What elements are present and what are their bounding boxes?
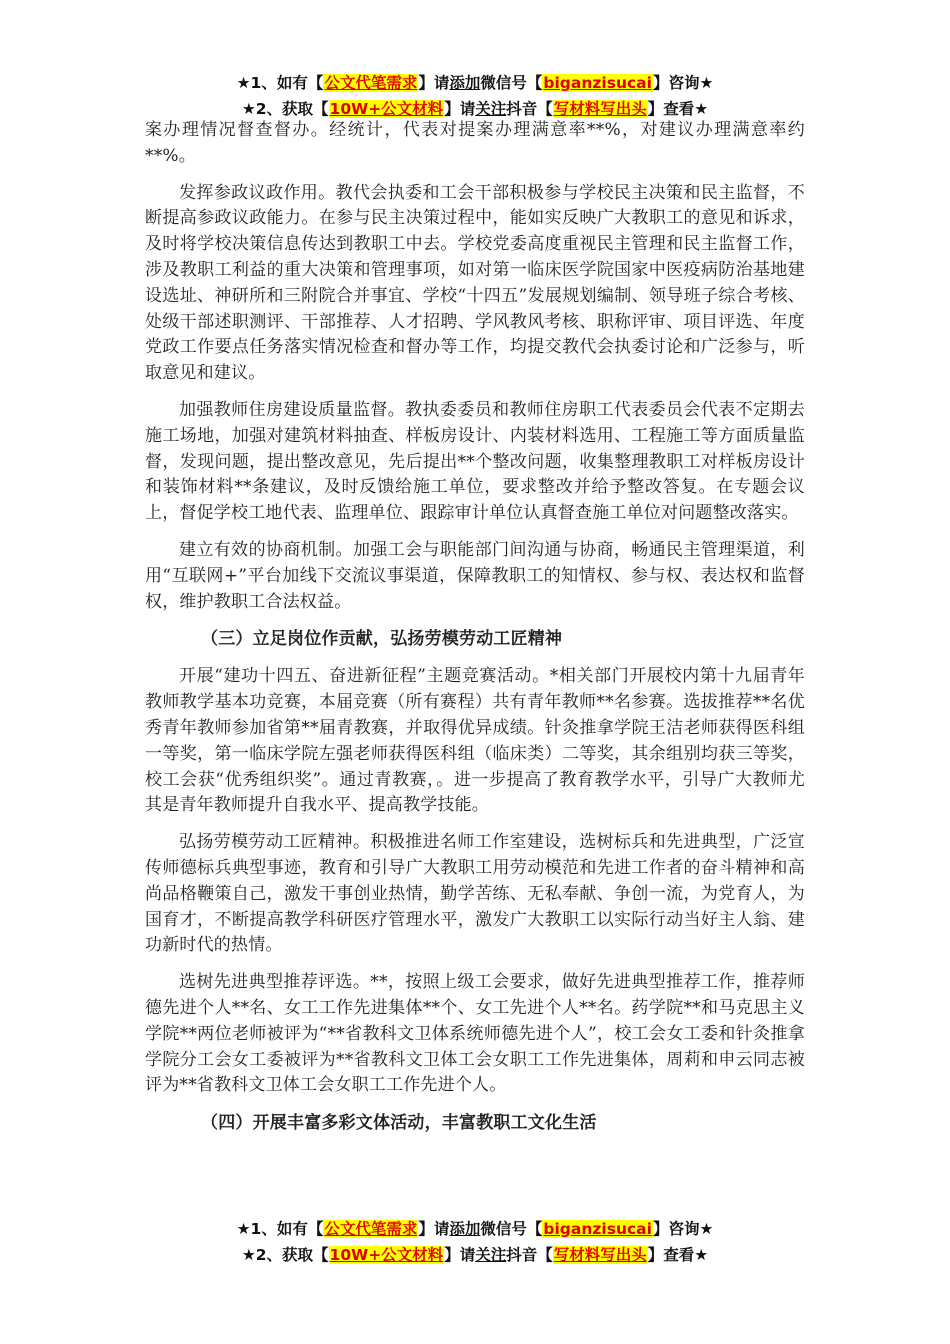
- promo-text: 微信号【: [480, 74, 543, 92]
- promo-text: 】请: [444, 1246, 476, 1264]
- promo-text: ★2、获取【: [241, 1246, 329, 1264]
- promo-text: 抖音【: [506, 100, 553, 118]
- promo-underline: 关注: [475, 1246, 507, 1264]
- promo-text: 微信号【: [480, 1220, 543, 1238]
- promo-line-1: [0, 70, 950, 96]
- paragraph-continued: 案办理情况督查督办。经统计，代表对提案办理满意率**%，对建议办理满意率约**%。: [145, 120, 805, 166]
- paragraph-advanced-selection: 选树先进典型推荐评选。**，按照上级工会要求，做好先进典型推荐工作，推荐师德先进个人**名、女工工作先进集体**个、女工先进个人**名。药学院**和马克思主义学院**两位老师被评为“**省教科文卫体系统师德先进个人”，校工会女工委和针灸推拿学院分工会女工委被评为**省教科文卫体工会女职工工作先进集体，周莉和申云同志被评为**省教科文卫体工会女职工工作先进个人。: [145, 972, 805, 1096]
- document-body: [145, 118, 805, 1148]
- paragraph-housing-supervision: 加强教师住房建设质量监督。教执委委员和教师住房职工代表委员会代表不定期去施工场地，加强对建筑材料抽查、样板房设计、内装材料选用、工程施工等方面质量监督，发现问题，提出整改意见，先后提出**个整改问题，收集整理教职工对样板房设计和装饰材料**条建议，及时反馈给施工单位，要求整改并给予整改答复。在专题会议上，督促学校工地代表、监理单位、跟踪审计单位认真督查施工单位对问题整改落实。: [145, 399, 805, 524]
- promo-text: 】请: [444, 100, 476, 118]
- promo-text: 】查看★: [647, 100, 709, 118]
- promo-text: 】请: [418, 1220, 450, 1238]
- promo-text: 抖音【: [506, 1246, 553, 1264]
- promo-highlight: 公文代笔需求: [324, 74, 418, 92]
- promo-text: 】咨询★: [652, 74, 714, 92]
- promo-text: ★1、如有【: [236, 74, 324, 92]
- promo-highlight: 写材料写出头: [553, 100, 647, 118]
- promo-text: ★2、获取【: [241, 100, 329, 118]
- promo-highlight: 10W+公文材料: [329, 100, 444, 118]
- section-heading-four: （四）开展丰富多彩文体活动，丰富教职工文化生活: [201, 1113, 597, 1134]
- promo-text: 】请: [418, 74, 450, 92]
- promo-banner-bottom: [0, 1216, 950, 1268]
- promo-highlight: 写材料写出头: [553, 1246, 647, 1264]
- promo-highlight: 公文代笔需求: [324, 1220, 418, 1238]
- paragraph-competition: 开展“建功十四五、奋进新征程”主题竞赛活动。*相关部门开展校内第十九届青年教师教学基本功竞赛，本届竞赛（所有赛程）共有青年教师**名参赛。选拔推荐**名优秀青年教师参加省第**届青教赛，并取得优异成绩。针灸推拿学院王洁老师获得医科组一等奖，第一临床学院左强老师获得医科组（临床类）二等奖，其余组别均获三等奖，校工会获“优秀组织奖”。通过青教赛，。进一步提高了教育教学水平，引导广大教师尤其是青年教师提升自我水平、提高教学技能。: [145, 666, 805, 816]
- promo-line-2: [0, 1242, 950, 1268]
- promo-banner-top: [0, 70, 950, 122]
- promo-line-1: [0, 1216, 950, 1242]
- promo-text: ★1、如有【: [236, 1220, 324, 1238]
- promo-underline: 关注: [475, 100, 507, 118]
- promo-underline: 添加: [449, 74, 481, 92]
- paragraph-participation: 发挥参政议政作用。教代会执委和工会干部积极参与学校民主决策和民主监督，不断提高参政议政能力。在参与民主决策过程中，能如实反映广大教职工的意见和诉求，及时将学校决策信息传达到教职工中去。学校党委高度重视民主管理和民主监督工作，涉及教职工利益的重大决策和管理事项，如对第一临床医学院国家中医疫病防治基地建设选址、神研所和三附院合并事宜、学校“十四五”发展规划编制、领导班子综合考核、处级干部述职测评、干部推荐、人才招聘、学风教风考核、职称评审、项目评选、年度党政工作要点任务落实情况检查和督办等工作，均提交教代会执委讨论和广泛参与，听取意见和建议。: [145, 182, 805, 384]
- promo-text: 】咨询★: [652, 1220, 714, 1238]
- promo-highlight: biganzisucai: [543, 74, 652, 92]
- promo-highlight: 10W+公文材料: [329, 1246, 444, 1264]
- paragraph-model-worker: 弘扬劳模劳动工匠精神。积极推进名师工作室建设，选树标兵和先进典型，广泛宣传师德标兵典型事迹，教育和引导广大教职工用劳动模范和先进工作者的奋斗精神和高尚品格鞭策自己，激发干事创业热情，勤学苦练、无私奉献、争创一流，为党育人，为国育才，不断提高教学科研医疗管理水平，激发广大教职工以实际行动当好主人翁、建功新时代的热情。: [145, 832, 805, 956]
- promo-highlight: biganzisucai: [543, 1220, 652, 1238]
- paragraph-consultation: 建立有效的协商机制。加强工会与职能部门间沟通与协商，畅通民主管理渠道，利用“互联网+”平台加线下交流议事渠道，保障教职工的知情权、参与权、表达权和监督权，维护教职工合法权益。: [145, 539, 805, 612]
- promo-text: 】查看★: [647, 1246, 709, 1264]
- section-heading-three: （三）立足岗位作贡献，弘扬劳模劳动工匠精神: [201, 629, 563, 650]
- promo-underline: 添加: [449, 1220, 481, 1238]
